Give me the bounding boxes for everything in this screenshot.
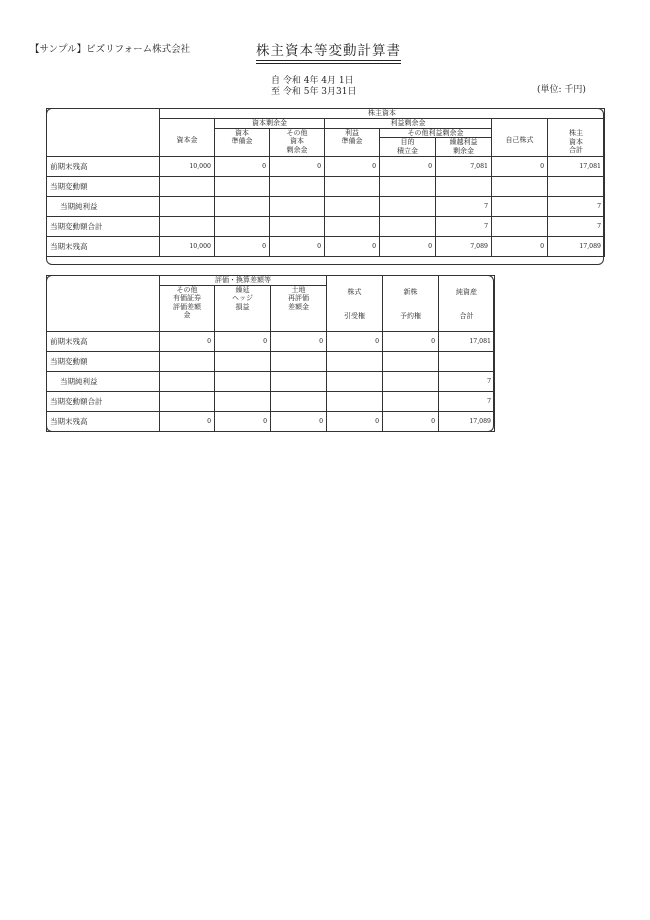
row-label: 当期純利益 <box>47 371 160 391</box>
cell: 7 <box>436 217 492 237</box>
valuation-table <box>46 275 495 432</box>
col-capital-reserve-line1: 資本 <box>235 128 249 137</box>
col-other-capital-surplus-line2: 資本 <box>290 137 304 145</box>
table-row <box>47 177 605 197</box>
cell <box>327 371 383 391</box>
cell: 7,089 <box>436 237 492 257</box>
cell: 0 <box>215 237 270 257</box>
col-stock-acquisition-line2: 引受権 <box>344 311 365 320</box>
cell <box>160 217 215 237</box>
group-valuation: 評価・換算差額等 <box>160 276 327 286</box>
cell: 0 <box>383 331 439 351</box>
col-net-assets-line1: 純資産 <box>456 288 477 296</box>
col-securities <box>160 285 215 331</box>
cell: 0 <box>327 331 383 351</box>
group-retained-earnings: 利益剰余金 <box>325 119 492 129</box>
cell: 0 <box>492 157 548 177</box>
cell: 0 <box>492 237 548 257</box>
table-row <box>47 411 495 431</box>
cell: 17,089 <box>548 237 605 257</box>
cell <box>436 177 492 197</box>
cell <box>215 391 271 411</box>
cell <box>215 197 270 217</box>
col-hedge-line2: ヘッジ <box>232 294 253 302</box>
cell: 0 <box>380 237 436 257</box>
table-row <box>47 237 605 257</box>
table-row <box>47 351 495 371</box>
col-hedge-line1: 繰延 <box>235 285 250 294</box>
col-land-line3: 差額金 <box>288 302 309 311</box>
cell: 7 <box>548 217 605 237</box>
col-capital: 資本金 <box>160 119 215 157</box>
col-other-capital-surplus <box>270 128 325 157</box>
col-legal-reserve <box>325 128 380 157</box>
cell <box>380 177 436 197</box>
row-label: 当期末残高 <box>47 411 160 431</box>
cell: 7 <box>439 391 495 411</box>
col-retained-carried-line1: 繰越利益 <box>449 138 478 146</box>
cell <box>383 371 439 391</box>
table-row <box>47 157 605 177</box>
col-securities-line1: その他 <box>176 285 198 294</box>
cell <box>325 177 380 197</box>
row-label: 前期末残高 <box>47 157 160 177</box>
cell: 0 <box>270 237 325 257</box>
group-shareholders-equity: 株主資本 <box>160 109 605 119</box>
table-row <box>47 331 495 351</box>
col-voluntary-reserve-line2: 積立金 <box>397 146 418 155</box>
col-retained-carried <box>436 138 492 157</box>
cell <box>492 177 548 197</box>
row-label-header <box>47 276 160 332</box>
cell <box>271 391 327 411</box>
shareholders-equity-table <box>46 108 605 257</box>
col-treasury-stock: 自己株式 <box>492 119 548 157</box>
cell: 0 <box>325 157 380 177</box>
cell <box>160 371 215 391</box>
company-name: 【サンプル】ビズリフォーム株式会社 <box>30 44 191 55</box>
col-other-capital-surplus-line3: 剰余金 <box>286 145 308 154</box>
col-voluntary-reserve-line1: 目的 <box>400 138 415 146</box>
row-label: 当期変動額 <box>47 177 160 197</box>
col-hedge <box>215 285 271 331</box>
group-capital-surplus: 資本剰余金 <box>215 119 325 129</box>
cell <box>439 351 495 371</box>
row-label: 当期変動額合計 <box>47 217 160 237</box>
cell: 7 <box>439 371 495 391</box>
row-label: 当期変動額合計 <box>47 391 160 411</box>
col-securities-line2: 有価証券 <box>173 294 201 302</box>
unit-label: (単位: 千円) <box>537 85 586 95</box>
col-total-equity-line1: 株主 <box>569 129 583 137</box>
row-label: 当期純利益 <box>47 197 160 217</box>
cell: 0 <box>215 157 270 177</box>
cell <box>215 371 271 391</box>
cell <box>215 351 271 371</box>
col-total-equity-line2: 資本 <box>569 137 583 146</box>
cell: 0 <box>327 411 383 431</box>
table-row <box>47 371 495 391</box>
cell <box>160 351 215 371</box>
cell: 0 <box>271 411 327 431</box>
col-capital-reserve <box>215 128 270 157</box>
col-subscription-rights <box>383 276 439 332</box>
cell: 0 <box>215 411 271 431</box>
cell <box>270 177 325 197</box>
cell: 7 <box>548 197 605 217</box>
col-stock-acquisition-line1: 株式 <box>347 288 362 296</box>
col-securities-line3: 評価差額 <box>173 302 201 311</box>
cell: 0 <box>271 331 327 351</box>
cell <box>271 371 327 391</box>
col-other-capital-surplus-line1: その他 <box>286 128 308 137</box>
col-legal-reserve-line1: 利益 <box>345 128 359 137</box>
cell: 0 <box>380 157 436 177</box>
table-row <box>47 197 605 217</box>
row-label-header <box>47 109 160 157</box>
cell <box>383 351 439 371</box>
cell: 0 <box>383 411 439 431</box>
cell <box>325 197 380 217</box>
page-title: 株主資本等変動計算書 <box>256 39 401 61</box>
col-securities-line4: 金 <box>183 311 191 319</box>
col-net-assets <box>439 276 495 332</box>
cell <box>380 197 436 217</box>
cell <box>270 217 325 237</box>
cell <box>270 197 325 217</box>
col-hedge-line3: 損益 <box>235 302 250 311</box>
cell <box>271 351 327 371</box>
row-label: 前期末残高 <box>47 331 160 351</box>
row-label: 当期変動額 <box>47 351 160 371</box>
cell <box>327 391 383 411</box>
cell: 0 <box>160 331 215 351</box>
cell: 10,000 <box>160 237 215 257</box>
cell <box>327 351 383 371</box>
cell <box>492 217 548 237</box>
cell: 0 <box>270 157 325 177</box>
table-row <box>47 391 495 411</box>
group-other-retained: その他利益剰余金 <box>380 128 492 138</box>
col-land-line1: 土地 <box>291 285 306 294</box>
col-net-assets-line2: 合計 <box>459 311 474 320</box>
col-stock-acquisition <box>327 276 383 332</box>
cell <box>160 177 215 197</box>
col-subscription-rights-line1: 新株 <box>403 288 418 296</box>
col-legal-reserve-line2: 準備金 <box>341 137 363 145</box>
col-retained-carried-line2: 剰余金 <box>453 146 474 155</box>
cell <box>215 217 270 237</box>
cell: 7 <box>436 197 492 217</box>
col-subscription-rights-line2: 予約権 <box>400 311 421 320</box>
col-capital-reserve-line2: 準備金 <box>231 137 253 145</box>
cell: 0 <box>215 331 271 351</box>
cell <box>215 177 270 197</box>
col-land-line2: 再評価 <box>288 294 309 302</box>
cell <box>160 391 215 411</box>
table-row <box>47 217 605 237</box>
cell: 17,081 <box>548 157 605 177</box>
cell: 0 <box>160 411 215 431</box>
cell: 7,081 <box>436 157 492 177</box>
cell <box>160 197 215 217</box>
period-from: 自 令和 4年 4月 1日 <box>271 76 354 86</box>
cell: 10,000 <box>160 157 215 177</box>
col-voluntary-reserve <box>380 138 436 157</box>
row-label: 当期末残高 <box>47 237 160 257</box>
cell <box>383 391 439 411</box>
cell: 0 <box>325 237 380 257</box>
cell: 17,081 <box>439 331 495 351</box>
cell <box>380 217 436 237</box>
col-total-equity <box>548 119 605 157</box>
cell: 17,089 <box>439 411 495 431</box>
col-total-equity-line3: 合計 <box>569 146 583 154</box>
col-land <box>271 285 327 331</box>
cell <box>548 177 605 197</box>
cell <box>492 197 548 217</box>
period-to: 至 令和 5年 3月31日 <box>271 87 357 97</box>
cell <box>325 217 380 237</box>
